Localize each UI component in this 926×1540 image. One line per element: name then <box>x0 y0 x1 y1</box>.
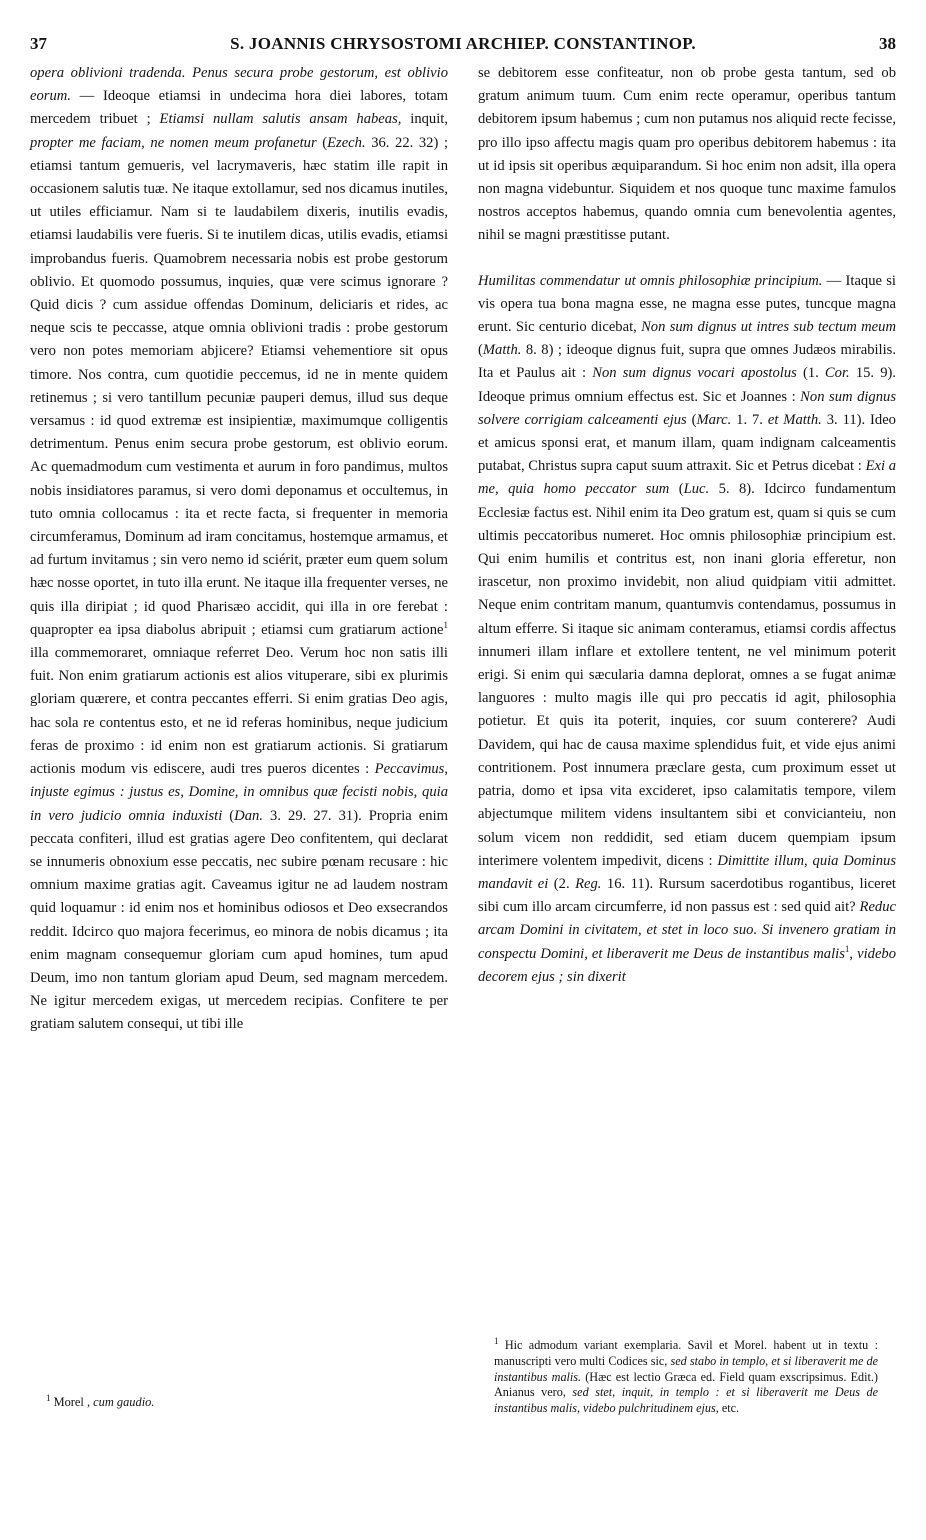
footnote-marker: 1 <box>844 943 850 954</box>
italic-run: videbo decorem ejus ; sin dixerit <box>478 945 897 985</box>
italic-run: Matth. <box>482 342 522 359</box>
text-run: 36. 22. 32) ; etiamsi tantum gemueris, vel lacrymaveris, hæc statim ille rapit in occasionem salutis tuæ. Ne itaque extollamur, sed nos dicamus inutiles, ut utiles efficiamur. Nam si te laudabilem dixeris, inutilis evadis, etiamsi laudabilis vere fueris. Si te inutilem dicas, utilis evadis, etiamsi improbandus fueris. Quamobrem necessaria nobis est probe gestorum oblivio. Et quomodo possumus, inquies, quæ vere scimus ignorare ? Quid dicis ? cum assidue offendas Dominum, deliciaris et rides, ac neque scis te peccasse, atque omnia oblivioni tradis : probe gestorum vero non potes memoriam abjicere? Etiamsi vehementiore sit opus timore. Nos contra, cum quotidie peccemus, id ne in mente quidem retinemus ; si vero tantillum pecuniæ pauperi demus, illud sus deque versamus : id quod extremæ est insipientiæ, maximumque colligentis detrimentum. Penus enim secura probe gestorum, est oblivio eorum. Ac quemadmodum cum vestimenta et aurum in foro pandimus, multos nobis insidiatores paramus, si vero domi deponamus et occultemus, in tuto omnia collocamus : ita et recte facta, si frequenter in memoria circumferamus, Dominum ad iram concitamus, hostemque armamus, et ad furtum invitamus ; sin vero nemo id sciérit, præter eum quem solum hæc nosse oportet, in tuto illa erunt. Ne itaque illa frequenter verses, ne quis illa diripiat ; id quod Pharisæo accidit, qui illa in ore ferebat : quapropter ea ipsa diabolus abripuit ; etiamsi cum gratiarum actione <box>30 134 448 638</box>
text-run: Hic admodum variant exemplaria. Savil et Morel. habent ut in textu : manuscripti vero multi Codices sic, <box>494 1338 878 1368</box>
text-run: ( <box>316 134 328 151</box>
text-run: ( <box>478 342 483 359</box>
text-run: 3. 11). Ideo et amicus sponsi erat, et manum illam, quam indignam calceamentis putabat, Christus supra caput suum attraxit. Sic et Petrus dicebat : <box>478 411 896 475</box>
italic-run: propter me faciam, ne nomen meum profanetur <box>30 134 317 151</box>
text-run: 3. 29. 27. 31). Propria enim peccata confiteri, illud est gratias agere Deo confitentem, qui declarat se innumeris obnoxium esse peccatis, nec subire pœnam recusare : hic omnium maxime gratias agit. Caveamus igitur ne ad laudem nostram quid loquamur : id enim nos et hominibus odiosos et Deo exsecrandos reddit. Idcirco quo majora fecerimus, eo minora de nobis dicamus ; ita enim magnam consequemur gloriam cum apud homines, tum apud Deum, imo non tantum gloriam apud Deum, sed magnam mercedem. Ne igitur mercedem exigas, ut mercedem recipias. Confitere te per gratiam salutem consequi, ut tibi ille <box>30 807 448 1033</box>
italic-run: sed stabo in templo, et si liberaverit me de instantibus malis. <box>494 1353 878 1384</box>
text-run: ( <box>222 807 235 824</box>
italic-run: Reg. <box>575 875 602 892</box>
left-column-text <box>30 62 448 1037</box>
text-run: 8. 8) ; ideoque dignus fuit, supra que omnes Judæos mirabilis. Ita et Paulus ait : <box>478 342 896 382</box>
text-run: 1. 7. <box>731 411 768 428</box>
italic-run: Etiamsi nullam salutis ansam habeas, <box>159 111 402 128</box>
text-run: — Ideoque etiamsi in undecima hora diei labores, totam mercedem tribuet ; <box>30 88 448 128</box>
running-title: S. JOANNIS CHRYSOSTOMI ARCHIEP. CONSTANTINOP. <box>230 34 696 53</box>
text-run: 5. 8). Idcirco fundamentum Ecclesiæ factus est. Nihil enim ita Deo gratum est, quam si quis se cum ultimis peccatoribus numeret. Hoc omnis philosophiæ principium est. Qui enim humilis et contritus est, non inani gloria efferetur, non irascetur, non proximo invidebit, non aliud quidpiam vitii admittet. Neque enim contritam manum, quantumvis contendamus, possumus in altum efferre. Si itaque sic animam conteramus, etiamsi cordis affectus innumeri illam inflare et extollere tentent, ne vel minimum poterit erigi. Si enim qui sæcularia damna deplorat, omnes a se fugat animæ languores : multo magis ille qui pro peccatis id agit, philosophia potietur. Et quis ita poterit, inquies, cor suum conterere? Audi Davidem, qui hac de causa maxime splendidus fuit, et vide ejus animi contritionem. Post innumera præclare gesta, cum proximum esset ut patria, domo et ipsa vita excideret, ipso calamitatis tempore, vilem abjectumque militem videns insultantem sibi et convicianteiu, non solum vicem non reddidit, sed etiam ducem quempiam ipsum interimere volentem impedivit, dicens : <box>478 481 896 869</box>
italic-run: Non sum dignus ut intres sub tectum meum <box>641 319 896 336</box>
italic-run: Non sum dignus vocari apostolus <box>592 365 797 382</box>
text-run: illa commemoraret, omniaque referret Deo. Verum hoc non satis illi fuit. Non enim gratiarum actionis est alios vituperare, sibi ex plurimis gloriam quærere, et contra peccantes efferri. Si enim gratias Deo agis, hac sola re contentus esto, et ne id referas hominibus, neque judicium feras de proximo : id enim non est gratiarum actionis. Si gratiarum actionis modum vis ediscere, audi tres pueros dicentes : <box>30 645 448 778</box>
footnote-marker: 1 <box>494 1335 499 1346</box>
italic-run: Peccavimus, injuste egimus : justus es, Domine, in omnibus quæ fecisti nobis, quia in vero judicio omnia induxisti <box>30 761 448 824</box>
text-run: (Hæc est lectio Græca ed. Field quam exscripsimus. Edit.) Anianus vero, <box>494 1369 878 1400</box>
text-run: (2. <box>548 875 576 892</box>
page-number-left: 37 <box>30 34 47 53</box>
italic-run: Dimittite illum, quia Dominus mandavit ei <box>478 852 897 892</box>
italic-run: Humilitas commendatur ut omnis philosophiæ principium. <box>478 272 823 289</box>
left-column <box>30 62 448 1037</box>
footnote-right <box>494 1335 878 1417</box>
italic-run: Ezech. <box>327 134 366 151</box>
italic-run: Non sum dignus solvere corrigiam calceamenti ejus <box>478 388 896 428</box>
text-run: se debitorem esse confiteatur, non ob probe gesta tantum, sed ob gratum animum tuum. Cum enim recte operamur, operibus tantum debitorem ipsum habemus ; cum non putamus nos aliquid recte fecisse, pro illo ipso affectu magis quam pro operibus debitorem habemus : ita ut id ipsis sit operibus æquiparandum. Si hoc enim non adsit, illa opera non magna videbuntur. Siquidem et nos quoque tunc maxime famulos nostros acceptos habemus, quando omnia cum benevolentia agentes, nihil se magni præstitisse putant. <box>478 65 896 244</box>
italic-run: et Matth. <box>767 411 822 428</box>
right-column-paragraph-2 <box>478 270 896 989</box>
text-run: — Itaque si vis opera tua bona magna esse, ne magna esse putes, tuncque magna erunt. Sic centurio dicebat, <box>478 272 896 336</box>
italic-run: Reduc arcam Domini in civitatem, et stet in loco suo. Si invenero gratiam in conspectu Domini, et liberaverit me Deus de instantibus malis <box>478 899 896 962</box>
footnote-marker: 1 <box>443 620 448 631</box>
italic-run: sed stet, inquit, in templo : et si liberaverit me Deus de instantibus malis, videbo pulchritudinem ejus, <box>494 1385 878 1416</box>
text-run: , <box>849 945 858 962</box>
text-run: inquit, <box>401 111 448 128</box>
italic-run: Cor. <box>824 365 850 382</box>
text-run: etc. <box>718 1401 740 1416</box>
page-number-right: 38 <box>879 34 896 53</box>
text-run: 16. 11). Rursum sacerdotibus rogantibus, liceret sibi cum illo arcam circumferre, id non passus est : sed quid ait? <box>478 875 896 916</box>
footnote-marker: 1 <box>46 1392 51 1403</box>
right-column-paragraph-1 <box>478 62 896 248</box>
text-run: ( <box>686 411 697 428</box>
italic-run: Luc. <box>683 481 710 498</box>
italic-run: opera oblivioni tradenda. Penus secura probe gestorum, est oblivio eorum. <box>30 65 448 105</box>
text-run: ( <box>669 481 684 498</box>
text-run: (1. <box>796 365 825 382</box>
footnote-left <box>46 1394 426 1410</box>
italic-run: cum gaudio. <box>93 1395 155 1409</box>
running-header <box>30 34 896 58</box>
text-run: Morel , <box>50 1395 94 1409</box>
right-column <box>478 62 896 989</box>
italic-run: Marc. <box>696 411 732 428</box>
italic-run: Exi a me, quia homo peccator sum <box>478 458 896 498</box>
italic-run: Dan. <box>234 807 263 824</box>
text-run: 15. 9). Ideoque primus omnium effectus est. Sic et Joannes : <box>478 365 897 405</box>
